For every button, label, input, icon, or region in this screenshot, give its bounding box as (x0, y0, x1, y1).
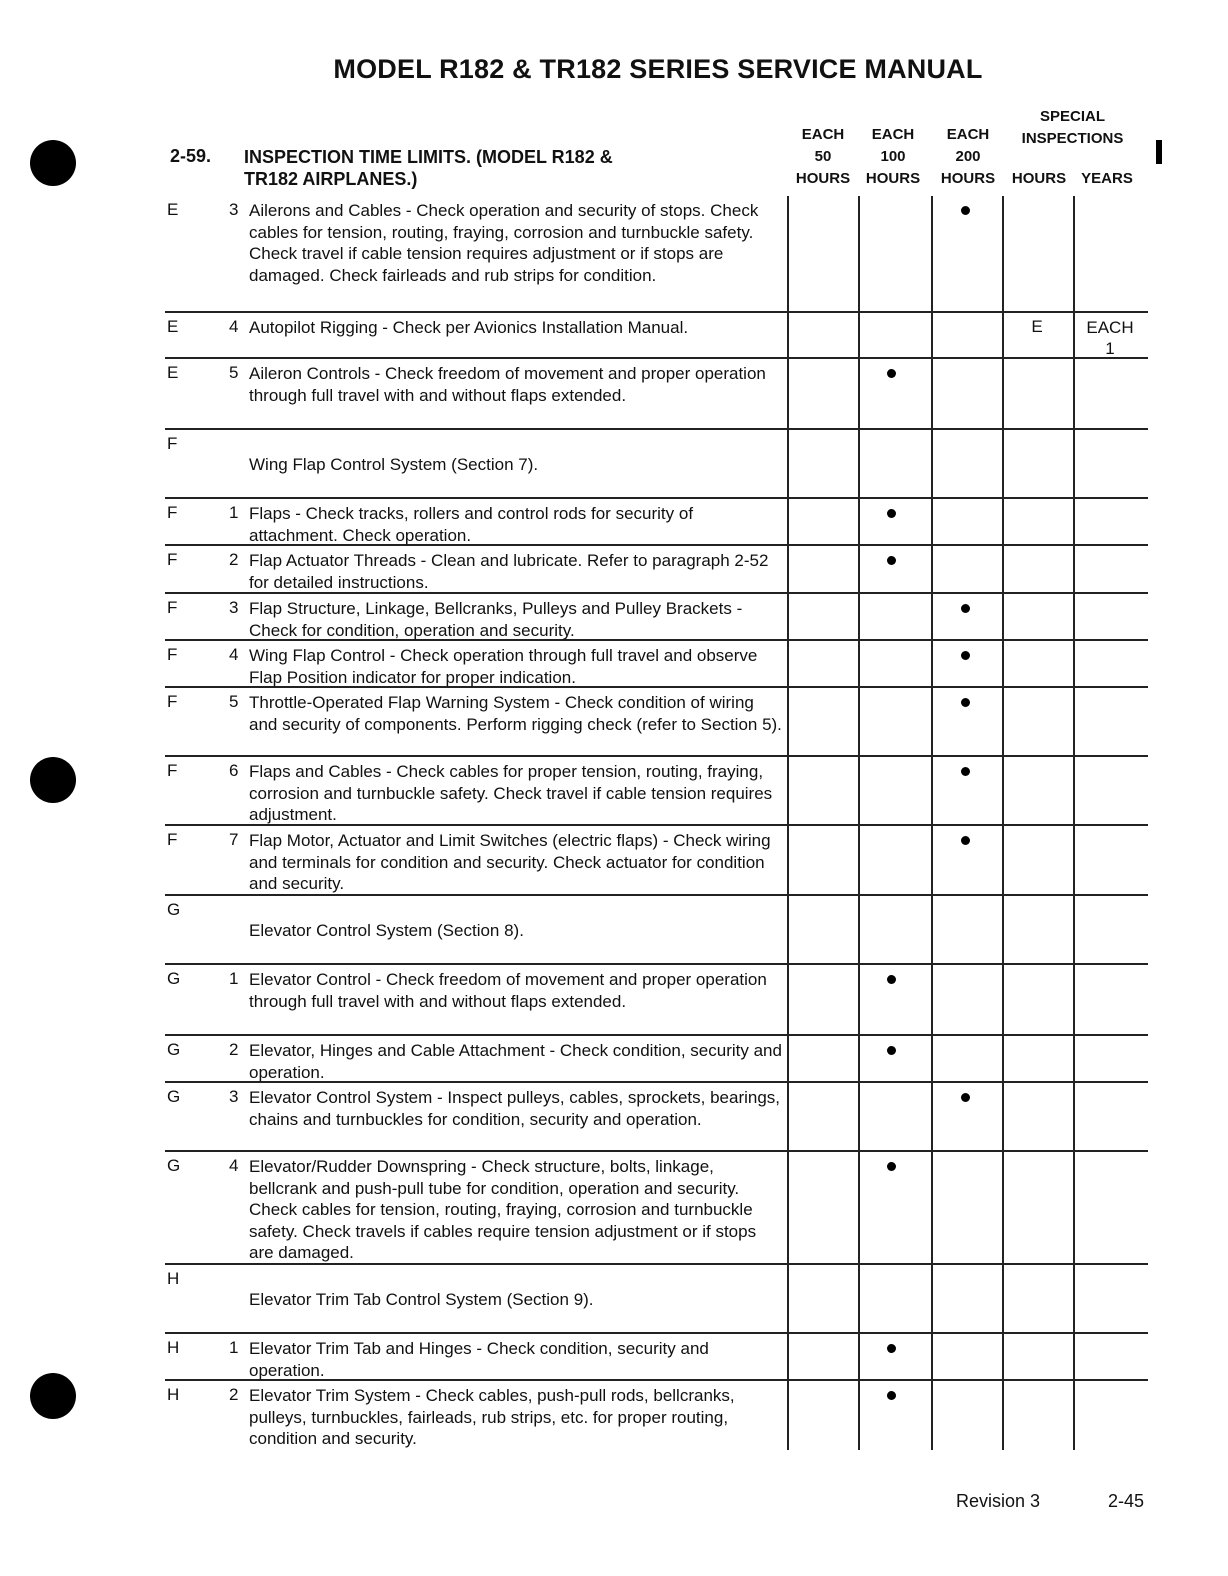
page-number: 2-45 (1108, 1491, 1145, 1511)
table-row (165, 1036, 1148, 1083)
col-header-years: YEARS (1081, 170, 1133, 187)
col-header-100 (859, 124, 927, 190)
row-description: Wing Flap Control System (Section 7). (249, 455, 539, 474)
row-description: Elevator Trim Tab Control System (Section 9). (249, 1290, 594, 1309)
row-description: Elevator/Rudder Downspring - Check structure, bolts, linkage, bellcrank and push-pull tube for condition, operation and security. Check cables for tension, routing, fraying, corrosion and turnbuckle safety. Check travels if cables require tension adjustment or if stops are damaged. (249, 1157, 757, 1262)
inspection-mark-dot (961, 836, 970, 845)
inspection-mark-dot (961, 206, 970, 215)
inspection-mark-dot (887, 369, 896, 378)
row-code: F (167, 761, 178, 780)
row-number: 4 (229, 645, 239, 664)
section-number: 2-59. (170, 146, 212, 166)
table-row (165, 430, 1148, 499)
inspection-mark-dot (887, 1344, 896, 1353)
inspection-mark-dot (961, 651, 970, 660)
row-description: Ailerons and Cables - Check operation and security of stops. Check cables for tension, routing, fraying, corrosion and turnbuckle safety. Check travel if cable tension requires adjustment or if stops are damaged. Check fairleads and rub strips for condition. (249, 201, 759, 285)
row-description: Flaps and Cables - Check cables for proper tension, routing, fraying, corrosion and turnbuckle safety. Check travel if cable tension requires adjustment. (249, 762, 773, 824)
row-description: Elevator Control System - Inspect pulleys, cables, sprockets, bearings, chains and turnbuckles for condition, security and operation. (249, 1088, 781, 1129)
row-description: Elevator, Hinges and Cable Attachment - Check condition, security and operation. (249, 1041, 782, 1082)
table-row (165, 1083, 1148, 1152)
inspection-mark-dot (961, 698, 970, 707)
row-description: Flap Actuator Threads - Clean and lubricate. Refer to paragraph 2-52 for detailed instructions. (249, 551, 769, 592)
row-number: 2 (229, 1385, 239, 1404)
col-header-line: 100 (880, 148, 906, 165)
row-description: Elevator Control System (Section 8). (249, 921, 524, 940)
special-hours-cell: E (1031, 317, 1043, 336)
row-number: 4 (229, 1156, 239, 1175)
row-number: 3 (229, 200, 239, 219)
row-number: 1 (229, 1338, 239, 1357)
table-row (165, 965, 1148, 1036)
row-description: Elevator Trim System - Check cables, push-pull rods, bellcranks, pulleys, turnbuckles, fairleads, rub strips, etc. for proper routing, condition and security. (249, 1386, 735, 1448)
table-row (165, 594, 1148, 641)
row-code: G (167, 1156, 181, 1175)
row-number: 2 (229, 1040, 239, 1059)
col-header-line: EACH (946, 126, 990, 143)
col-header-line: HOURS (865, 170, 921, 187)
table-row (165, 688, 1148, 757)
row-number: 5 (229, 692, 239, 711)
revision-bar (1156, 140, 1162, 164)
table-row (165, 1381, 1148, 1453)
row-code: G (167, 969, 181, 988)
inspection-mark-dot (887, 509, 896, 518)
row-description: Elevator Trim Tab and Hinges - Check condition, security and operation. (249, 1339, 709, 1380)
inspection-mark-dot (887, 1046, 896, 1055)
binder-hole (30, 757, 76, 803)
col-header-line: HOURS (795, 170, 851, 187)
section-title (244, 146, 764, 190)
revision-label: Revision 3 (956, 1491, 1041, 1511)
row-description: Wing Flap Control - Check operation through full travel and observe Flap Position indicator for proper indication. (249, 646, 758, 687)
row-description: Flap Motor, Actuator and Limit Switches (electric flaps) - Check wiring and terminals for condition and security. Check actuator for condition and security. (249, 831, 771, 893)
table-row (165, 546, 1148, 594)
table-row (165, 196, 1148, 313)
page-title: MODEL R182 & TR182 SERIES SERVICE MANUAL (333, 54, 983, 84)
row-code: E (167, 200, 179, 219)
row-code: F (167, 692, 178, 711)
table-row (165, 757, 1148, 826)
inspection-mark-dot (887, 556, 896, 565)
row-number: 7 (229, 830, 239, 849)
section-title-line: TR182 AIRPLANES.) (244, 169, 418, 189)
col-header-50 (789, 124, 857, 190)
row-description: Autopilot Rigging - Check per Avionics Installation Manual. (249, 318, 689, 337)
table-row (165, 499, 1148, 546)
row-code: H (167, 1269, 180, 1288)
row-code: G (167, 1087, 181, 1106)
row-code: F (167, 598, 178, 617)
table-row (165, 896, 1148, 965)
special-years-cell: EACH 1 (1086, 318, 1134, 358)
row-code: E (167, 317, 179, 336)
table-row (165, 1265, 1148, 1334)
row-description: Elevator Control - Check freedom of movement and proper operation through full travel with and without flaps extended. (249, 970, 767, 1011)
inspection-mark-dot (961, 1093, 970, 1102)
section-title-line: INSPECTION TIME LIMITS. (MODEL R182 & (244, 147, 613, 167)
col-header-line: 50 (814, 148, 832, 165)
col-header-200 (933, 124, 1003, 190)
row-number: 1 (229, 503, 239, 522)
inspection-mark-dot (887, 1391, 896, 1400)
inspection-mark-dot (961, 604, 970, 613)
row-number: 4 (229, 317, 239, 336)
inspection-table (165, 196, 1148, 1453)
row-code: F (167, 830, 178, 849)
row-code: G (167, 1040, 181, 1059)
row-code: F (167, 434, 178, 453)
table-row (165, 1152, 1148, 1265)
table-row (165, 359, 1148, 430)
col-header-line: HOURS (940, 170, 996, 187)
row-number: 1 (229, 969, 239, 988)
inspection-mark-dot (887, 1162, 896, 1171)
row-description: Throttle-Operated Flap Warning System - Check condition of wiring and security of components. Perform rigging check (refer to Section 5). (249, 693, 782, 734)
table-row (165, 1334, 1148, 1381)
row-code: H (167, 1385, 180, 1404)
row-number: 3 (229, 1087, 239, 1106)
row-code: H (167, 1338, 180, 1357)
table-row (165, 826, 1148, 896)
binder-hole (30, 140, 76, 186)
row-code: F (167, 550, 178, 569)
row-code: E (167, 363, 179, 382)
row-description: Flap Structure, Linkage, Bellcranks, Pulleys and Pulley Brackets - Check for condition, operation and security. (249, 599, 743, 640)
row-code: F (167, 645, 178, 664)
col-header-line: INSPECTIONS (1021, 130, 1124, 147)
row-description: Aileron Controls - Check freedom of movement and proper operation through full travel with and without flaps extended. (249, 364, 766, 405)
row-number: 3 (229, 598, 239, 617)
col-header-line: EACH (871, 126, 915, 143)
row-code: F (167, 503, 178, 522)
row-number: 5 (229, 363, 239, 382)
col-header-special (1005, 106, 1140, 150)
col-header-line: EACH (801, 126, 845, 143)
row-number: 6 (229, 761, 239, 780)
row-code: G (167, 900, 181, 919)
row-number: 2 (229, 550, 239, 569)
col-header-hours: HOURS (1011, 170, 1067, 187)
inspection-mark-dot (961, 767, 970, 776)
table-row (165, 313, 1148, 359)
binder-hole (30, 1373, 76, 1419)
row-description: Flaps - Check tracks, rollers and control rods for security of attachment. Check operation. (249, 504, 694, 545)
col-header-line: SPECIAL (1039, 108, 1105, 125)
inspection-mark-dot (887, 975, 896, 984)
col-header-line: 200 (955, 148, 981, 165)
table-row (165, 641, 1148, 688)
